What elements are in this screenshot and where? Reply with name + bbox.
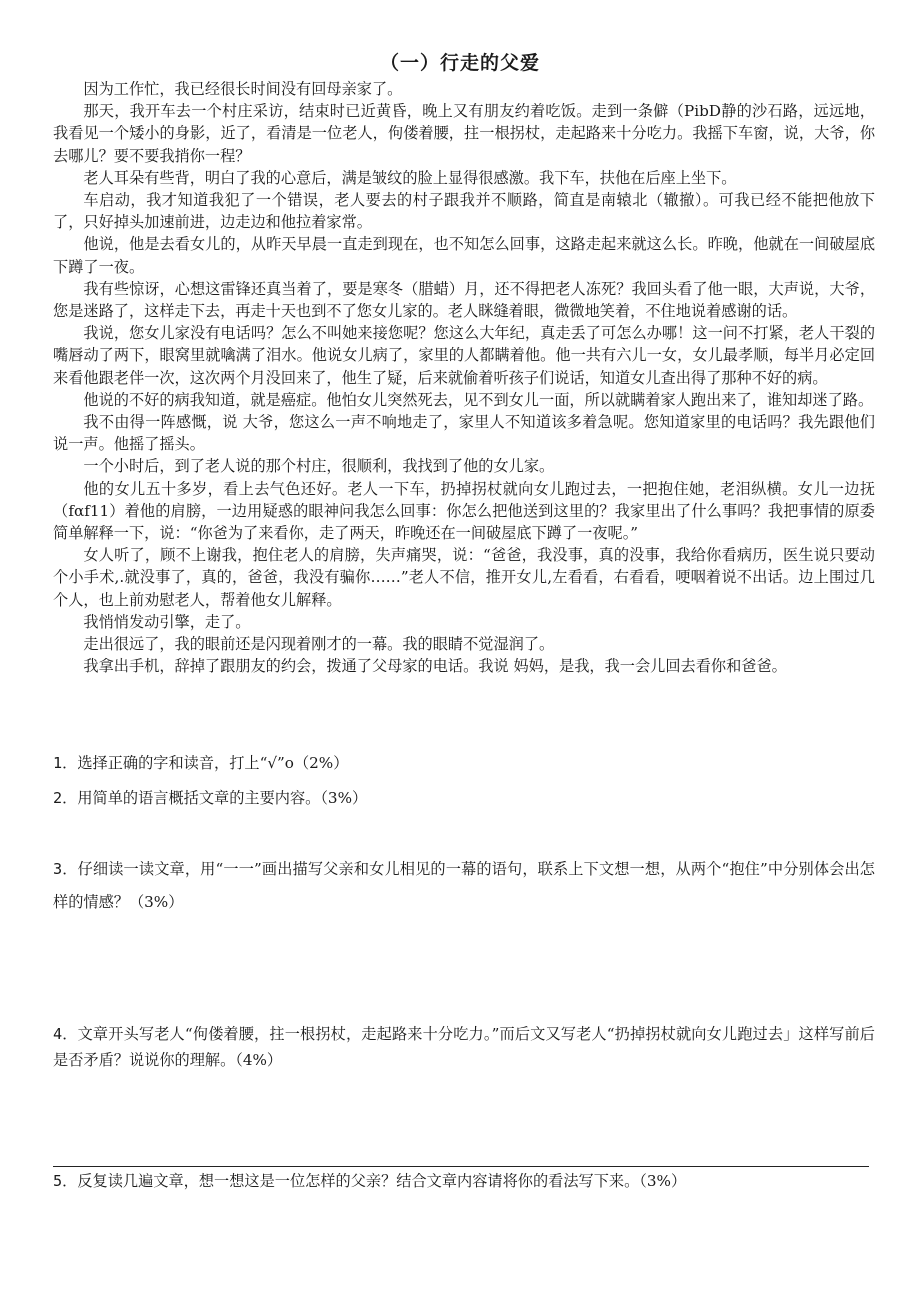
question-number: 5 xyxy=(53,1172,63,1190)
question-number: 2 xyxy=(53,789,63,807)
paragraph: 我拿出手机，辞掉了跟朋友的约会，拨通了父母家的电话。我说 妈妈，是我，我一会儿回去看你和爸爸。 xyxy=(83,657,787,676)
question-1 xyxy=(53,752,875,774)
article-body xyxy=(53,78,875,677)
paragraph: 车启动，我才知道我犯了一个错误，老人要去的村子跟我并不顺路，简直是南辕北（辙撤）。可我已经不能把他放下了，只好掉头加速前进，边走边和他拉着家常。 xyxy=(53,191,875,232)
paragraph: 女人听了，顾不上谢我，抱住老人的肩膀，失声痛哭，说：“爸爸，我没事，真的没事，我给你看病历，医生说只要动个小手术,.就没事了，真的，爸爸，我没有骗你……”老人不信，推开女儿,左看看，右看看，哽咽着说不出话。边上围过几个人，也上前劝慰老人，帮着他女儿解释。 xyxy=(53,546,875,609)
paragraph: 老人耳朵有些背，明白了我的心意后，满是皱纹的脸上显得很感激。我下车，扶他在后座上坐下。 xyxy=(83,168,737,187)
question-text: ．选择正确的字和读音，打上“√”o（2%） xyxy=(62,754,349,772)
question-number: 3 xyxy=(53,860,63,878)
paragraph: 我不由得一阵感慨，说 大爷，您这么一声不响地走了，家里人不知道该多着急呢。您知道家里的电话吗？我先跟他们说一声。他摇了摇头。 xyxy=(53,413,875,454)
question-text: ．反复读几遍文章，想一想这是一位怎样的父亲？结合文章内容请将你的看法写下来。（3%） xyxy=(62,1172,687,1190)
paragraph: 因为工作忙，我已经很长时间没有回母亲家了。 xyxy=(83,80,403,98)
question-number: 1 xyxy=(53,754,63,772)
answer-divider-line xyxy=(53,1166,869,1167)
question-text: ．文章开头写老人“佝偻着腰，拄一根拐杖，走起路来十分吃力。”而后文又写老人“扔掉拐杖就向女儿跑过去」这样写前后是否矛盾？说说你的理解。（4%） xyxy=(53,1025,875,1069)
paragraph: 他说，他是去看女儿的，从昨天早晨一直走到现在，也不知怎么回事，这路走起来就这么长。昨晚，他就在一间破屋底下蹲了一夜。 xyxy=(53,235,875,276)
question-text: ．仔细读一读文章，用“一一”画出描写父亲和女儿相见的一幕的语句，联系上下文想一想，从两个“抱住”中分别体会出怎样的情感？（3%） xyxy=(53,860,875,911)
paragraph: 一个小时后，到了老人说的那个村庄，很顺利，我找到了他的女儿家。 xyxy=(83,457,555,476)
question-number: 4 xyxy=(53,1025,63,1043)
paragraph: 他说的不好的病我知道，就是癌症。他怕女儿突然死去，见不到女儿一面，所以就瞒着家人跑出来了，谁知却迷了路。 xyxy=(83,390,874,409)
paragraph: 那天，我开车去一个村庄采访，结束时已近黄昏，晚上又有朋友约着吃饭。走到一条僻（PibD静的沙石路，远远地，我看见一个矮小的身影，近了，看清是一位老人，佝偻着腰，拄一根拐杖，走起路来十分吃力。我摇下车窗，说，大爷，你去哪儿？要不要我捎你一程？ xyxy=(53,102,875,165)
paragraph: 我悄悄发动引擎，走了。 xyxy=(83,612,251,631)
question-4 xyxy=(53,1021,875,1073)
paragraph: 走出很远了，我的眼前还是闪现着刚才的一幕。我的眼睛不觉湿润了。 xyxy=(83,635,555,654)
paragraph: 我说，您女儿家没有电话吗？怎么不叫她来接您呢？您这么大年纪，真走丢了可怎么办哪！这一问不打紧，老人干裂的嘴唇动了两下，眼窝里就噙满了泪水。他说女儿病了，家里的人都瞒着他。他一共有六儿一女，女儿最孝顺，每半月必定回来看他跟老伴一次，这次两个月没回来了，他生了疑，后来就偷着听孩子们说话，知道女儿查出得了那种不好的病。 xyxy=(53,324,875,387)
paragraph: 我有些惊讶，心想这雷锋还真当着了，要是寒冬（腊蜡）月，还不得把老人冻死？我回头看了他一眼，大声说，大爷，您是迷路了，这样走下去，再走十天也到不了您女儿家的。老人眯缝着眼，微微地笑着，不住地说着感谢的话。 xyxy=(53,279,875,321)
question-text: ．用简单的语言概括文章的主要内容。（3%） xyxy=(62,789,368,807)
article-title: （一）行走的父爱 xyxy=(379,52,540,74)
question-3 xyxy=(53,853,875,919)
question-2 xyxy=(53,787,875,809)
question-5 xyxy=(53,1170,875,1192)
paragraph: 他的女儿五十多岁，看上去气色还好。老人一下车，扔掉拐杖就向女儿跑过去，一把抱住她，老泪纵横。女儿一边抚（fαf11）着他的肩膀，一边用疑惑的眼神问我怎么回事：你怎么把他送到这里的？我家里出了什么事吗？我把事情的原委简单解释一下，说：“你爸为了来看你，走了两天，昨晚还在一间破屋底下蹲了一夜呢。” xyxy=(53,479,875,543)
